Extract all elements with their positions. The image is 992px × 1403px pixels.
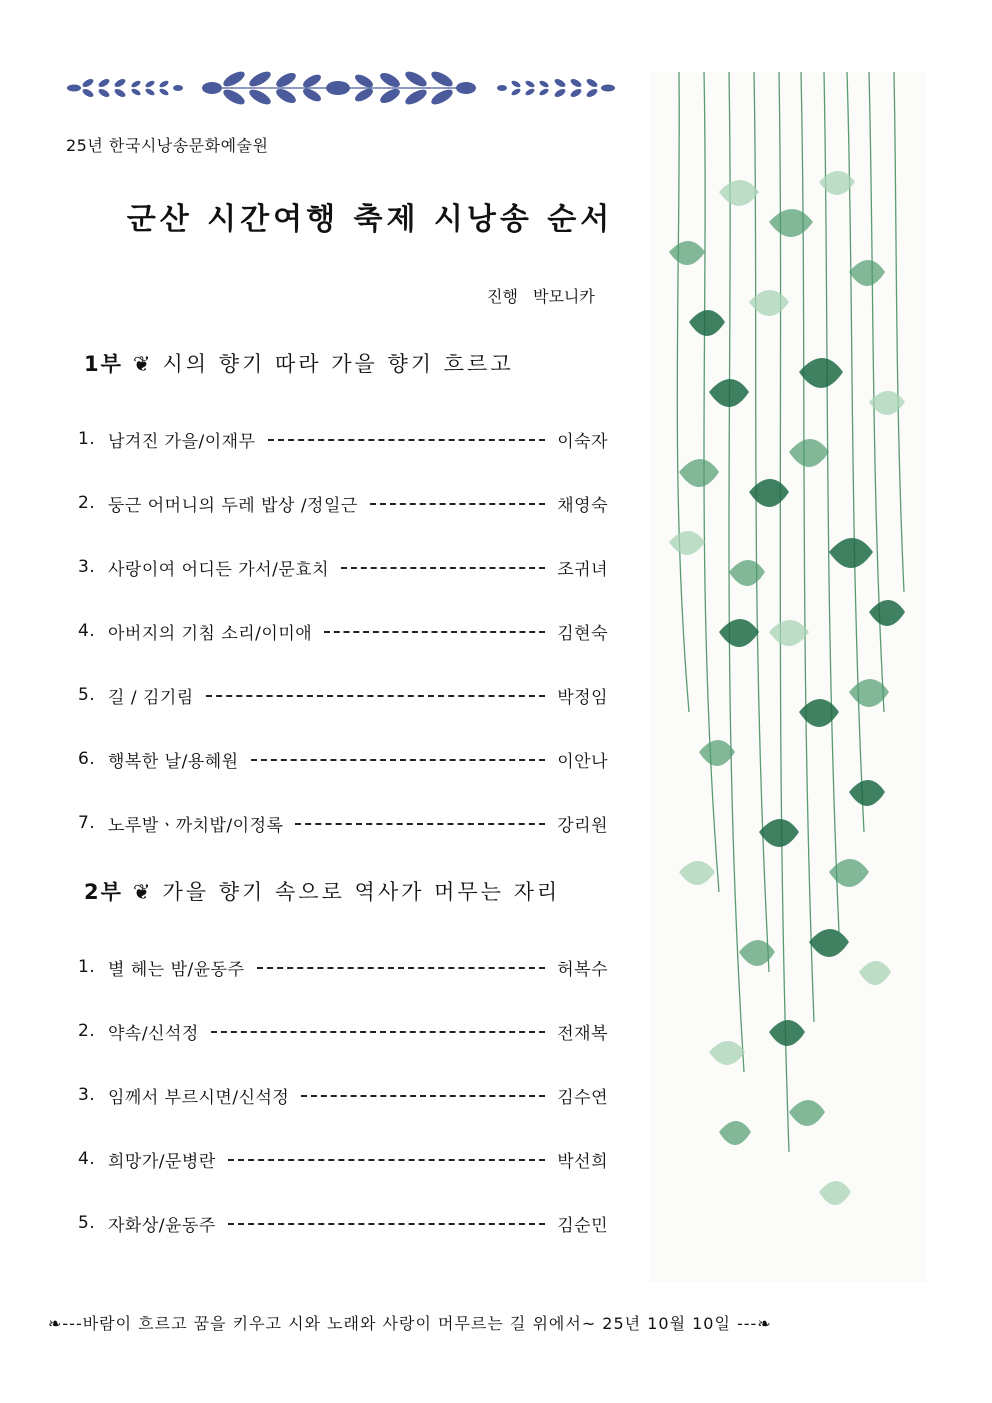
item-number: 6. [78, 749, 96, 769]
item-number: 3. [78, 1085, 96, 1105]
reciter-name: 박정임 [557, 687, 608, 708]
dash-leader [301, 1095, 545, 1097]
reciter-name: 김순민 [557, 1215, 608, 1236]
item-number: 1. [78, 957, 96, 977]
poem-title-author: 희망가/문병란 [108, 1151, 216, 1172]
reciter-name: 강리원 [557, 815, 608, 836]
dash-leader [324, 631, 545, 633]
poem-title-author: 아버지의 기침 소리/이미애 [108, 623, 313, 644]
item-number: 2. [78, 493, 96, 513]
part-1-label: 1부 [84, 352, 123, 376]
item-number: 5. [78, 685, 96, 705]
program-item [78, 1083, 608, 1107]
poem-title-author: 임께서 부르시면/신석정 [108, 1087, 290, 1108]
program-item [78, 1019, 608, 1043]
program-item [78, 427, 608, 451]
program-item [78, 619, 608, 643]
fleuron-icon: ❦ [132, 352, 153, 376]
item-number: 4. [78, 621, 96, 641]
dash-leader [341, 567, 545, 569]
reciter-name: 이안나 [557, 751, 608, 772]
reciter-name: 김수연 [557, 1087, 608, 1108]
poem-title-author: 남겨진 가을/이재무 [108, 431, 256, 452]
reciter-name: 이숙자 [557, 431, 608, 452]
dash-leader [268, 439, 546, 441]
item-number: 5. [78, 1213, 96, 1233]
dash-leader [251, 759, 546, 761]
poem-title-author: 사랑이여 어디든 가서/문효치 [108, 559, 330, 580]
item-number: 1. [78, 429, 96, 449]
program-item [78, 555, 608, 579]
program-item [78, 1147, 608, 1171]
dash-leader [206, 695, 545, 697]
poem-title-author: 약속/신석정 [108, 1023, 199, 1044]
vine-leaves [669, 171, 905, 1205]
part-2-title: 가을 향기 속으로 역사가 머무는 자리 [162, 880, 561, 904]
dash-leader [228, 1223, 545, 1225]
fleuron-icon: ❦ [132, 880, 153, 904]
program-item [78, 955, 608, 979]
reciter-name: 채영숙 [557, 495, 608, 516]
poem-title-author: 둥근 어머니의 두레 밥상 /정일근 [108, 495, 358, 516]
program-item [78, 683, 608, 707]
reciter-name: 김현숙 [557, 623, 608, 644]
dash-leader [211, 1031, 545, 1033]
poem-title-author: 별 헤는 밤/윤동주 [108, 959, 245, 980]
part-1-title: 시의 향기 따라 가을 향기 흐르고 [162, 352, 514, 376]
program-item [78, 747, 608, 771]
poem-title-author: 자화상/윤동주 [108, 1215, 216, 1236]
program-item [78, 491, 608, 515]
item-number: 2. [78, 1021, 96, 1041]
hanging-vine-illustration [649, 72, 927, 1282]
program-item [78, 811, 608, 835]
item-number: 4. [78, 1149, 96, 1169]
reciter-name: 전재복 [557, 1023, 608, 1044]
dash-leader [257, 967, 546, 969]
part-1-heading [84, 348, 514, 378]
item-number: 7. [78, 813, 96, 833]
dash-leader [295, 823, 545, 825]
part-2-label: 2부 [84, 880, 123, 904]
reciter-name: 조귀녀 [557, 559, 608, 580]
leaf-ornament-border-icon [62, 68, 618, 108]
item-number: 3. [78, 557, 96, 577]
reciter-name: 허복수 [557, 959, 608, 980]
host-label: 진행 박모니카 [487, 287, 595, 306]
dash-leader [370, 503, 545, 505]
poem-title-author: 노루발ㆍ까치밥/이정록 [108, 815, 284, 836]
reciter-name: 박선희 [557, 1151, 608, 1172]
footer-line: ❧---바람이 흐르고 꿈을 키우고 시와 노래와 사랑이 머무르는 길 위에서~ 25년 10월 10일 ---❧ [48, 1314, 772, 1333]
dash-leader [228, 1159, 545, 1161]
organization-label: 25년 한국시낭송문화예술원 [66, 136, 269, 155]
page-title: 군산 시간여행 축제 시낭송 순서 [126, 202, 614, 237]
poem-title-author: 행복한 날/용혜원 [108, 751, 239, 772]
poem-title-author: 길 / 김기림 [108, 687, 194, 708]
part-2-heading [84, 876, 560, 906]
program-item [78, 1211, 608, 1235]
